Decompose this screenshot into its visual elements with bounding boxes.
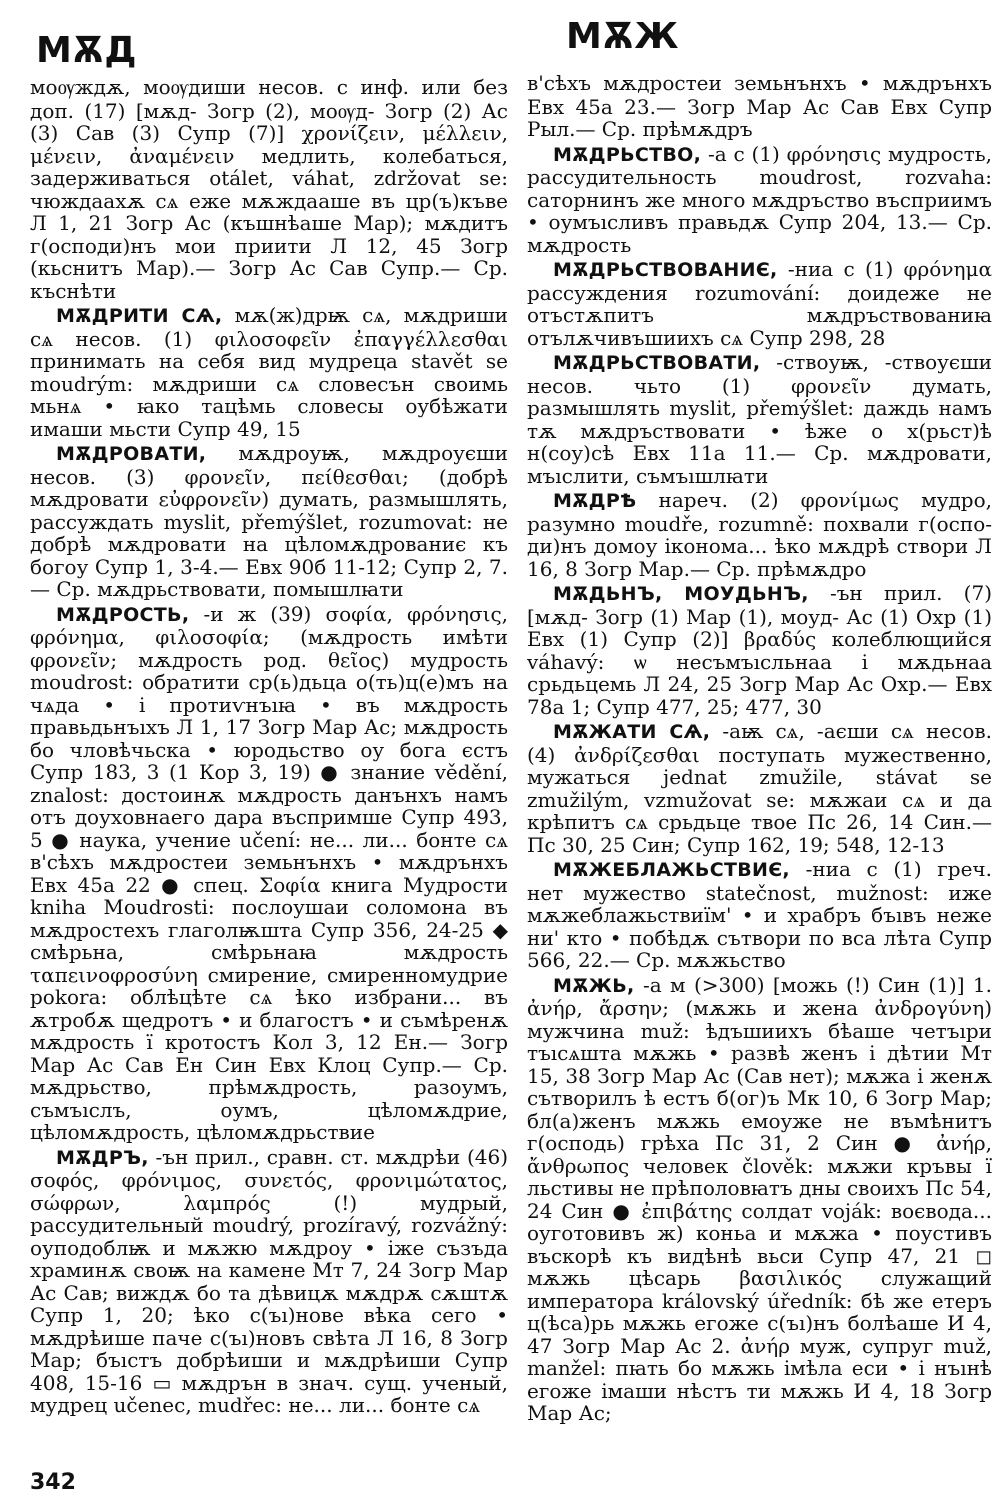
entry-text: -а с (1) φρόνησις мудрость, рассудительность moudrost, rozvaha: саторнинъ же много мѫдръство въсприимъ • оумъıсливъ правьдѫ Супр 204, 13.— Ср. мѫдрость bbox=[527, 141, 992, 257]
entry-headword: МѪДРЬСТВО, bbox=[553, 143, 702, 166]
entry-text: -аѭ сѧ, -аєши сѧ несов. (4) ἀνδρίζεσθαι поступать мужественно, мужаться jednat zmužile, stávat se zmužilým, vzmužovat se: мѫжаи сѧ и да крѣпитъ сѧ срьдьце твое Пс 26, 14 Син.— Пс 30, 25 Син; Супр 162, 19; 548, 12-13 bbox=[527, 719, 992, 857]
entry-text: -ън прил., сравн. ст. мѫдрѣи (46) σοφός, φρόνιμος, συνετός, φρονιμώτατος, σώφρων, λαμπρός (!) мудрый, рассудительный moudrý, prozíravý, rozvážný: оуподоблѭ и мѫжю мѫдроу • іже съзъда храминѫ своѭ на камене Мт 7, 24 Зогр Мар Ас Сав; виждѫ бо та дѣвицѫ мѫдрѫ сѫштѫ Супр 1, 20; ѣко с(ъı)нове вѣка сего • мѫдрѣише паче с(ъı)новъ свѣта Л 16, 8 Зогр Мар; бъıстъ добрѣиши и мѫдрѣиши Супр 408, 15-16 ▭ мѫдрън в знач. сущ. ученый, мудрец učenec, mudřec: не... ли... бонте сѧ bbox=[30, 1144, 508, 1417]
dictionary-entry bbox=[527, 143, 992, 257]
entry-text: нареч. (2) φρονίμως мудро, разумно moudře, rozumně: похвали г(осподи)нъ домоу ікономa... ѣко мѫдрѣ створи Л 16, 8 Зогр Мар.— Ср. прѣмѫдро bbox=[527, 488, 992, 581]
entry-headword: МѪДРИТИ СѦ, bbox=[56, 305, 223, 327]
entry-headword: МѪДРОВАТИ, bbox=[56, 443, 207, 465]
entry-headword: МѪДРЪ, bbox=[56, 1146, 149, 1169]
running-head-right: МѪЖ bbox=[566, 16, 680, 57]
entry-text: -ън прил. (7) [мѫд- Зогр (1) Мар (1), моуд- Ас (1) Охр (1) Евх (1) Супр (2)] βραδύς колеблющийся váhavý: ѡ несъмъıсльнаа і мѫдьнаа срьдьцемь Л 24, 25 Зогр Мар Ас Охр.— Евх 78а 1; Супр 477, 25; 477, 30 bbox=[527, 581, 992, 719]
dictionary-entry bbox=[527, 858, 992, 972]
right-column bbox=[527, 72, 992, 1462]
dictionary-entry bbox=[527, 489, 992, 580]
left-column bbox=[30, 76, 508, 1466]
dictionary-entry bbox=[527, 72, 992, 141]
page-number: 342 bbox=[30, 1470, 76, 1495]
entry-text: -ниа с (1) греч. нет мужество statečnost, mužnost: иже мѫжеблажьствиїм' • и храбръ бъıвъ неже ни' кто • побѣдѫ сътвори по вса лѣта Супр 566, 22.— Ср. мѫжьство bbox=[527, 857, 992, 972]
entry-headword: МѪЖЬ, bbox=[553, 974, 635, 997]
entry-headword: МѪДРЬСТВОВАТИ, bbox=[553, 352, 761, 374]
entry-text: мѫ(ж)дрѭ сѧ, мѫдриши сѧ несов. (1) φιλοσοφεῖν ἐπαγγέλλεσθαι принимать на себя вид мудреца stavět se moudrým: мѫдриши сѧ словесън своимь мьнѧ • ꙗко тацѣмь словесы оубѣжати имаши мьсти Супр 49, 15 bbox=[30, 303, 508, 441]
entry-headword: МѪДРѢ bbox=[553, 490, 637, 512]
dictionary-entry bbox=[527, 720, 992, 856]
dictionary-entry bbox=[30, 603, 508, 1144]
entry-headword: МѪДРОСТЬ, bbox=[56, 603, 190, 626]
entry-text: -ниа с (1) φρόνημα рассуждения rozumování: доидеже не отъстѫпитъ мѫдръствованиꙗ отълѫчивъшиихъ сѧ Супр 298, 28 bbox=[527, 257, 992, 350]
dictionary-entry bbox=[30, 1146, 508, 1417]
entry-text: -а м (>300) [можь (!) Син (1)] 1. ἀνήρ, ἄρσην; (мѫжь и жена ἀνδρογύνη) мужчина muž: ѣдъшиихъ бѣаше четъıри тъıсѧшта мѫжь • развѣ женъ і дѣтии Мт 15, 38 Зогр Мар Ас (Сав нет); мѫжа і женѫ сътворилъ ѣ естъ б(ог)ъ Мк 10, 6 Зогр Мар; бл(а)женъ мѫжь емоуже не въмѣнитъ г(осподь) грѣха Пс 31, 2 Син ● ἀνήρ, ἄνθρωπος человек člověk: мѫжи кръвы ї льстивы не прѣполовꙗтъ дны своихъ Пс 54, 24 Син ● ἐπιβάτης солдат voják: воєвода... оуготовивъ ж) коньа и мѫжа • поустивъ въскорѣ къ видѣнѣ вьси Супр 47, 21 ◻ мѫжь цѣсарь βασιλικός служащий императора královský úředník: бѣ же етеръ ц(ѣса)рь мѫжь егоже с(ъı)нъ болѣаше И 4, 47 Зогр Мар Ас 2. ἀνήρ муж, супруг muž, manžel: пꙗть бо мѫжь імѣла еси • і нъıнѣ егоже імаши нѣстъ ти мѫжь И 4, 18 Зогр Мар Ас; bbox=[527, 972, 992, 1425]
dictionary-entry bbox=[527, 258, 992, 349]
entry-headword: МѪЖАТИ СѦ, bbox=[553, 721, 711, 743]
running-head-left: МѪД bbox=[36, 30, 138, 71]
dictionary-entry bbox=[527, 582, 992, 718]
entry-text: в'сѣхъ мѫдростеи земьнънхъ • мѫдрънхъ Евх 45а 23.— Зогр Мар Ас Сав Евх Супр Рыл.— Ср. прѣмѫдръ bbox=[527, 72, 992, 141]
dictionary-entry bbox=[30, 304, 508, 440]
dictionary-entry bbox=[527, 974, 992, 1425]
entry-text: -ствоуѭ, -ствоуєши несов. чьто (1) φρονεῖν думать, размышлять myslit, přemýšlet: даждь намъ тѫ мѫдръствовати • ѣже о х(рьст)ѣ н(соу)сѣ Евх 11а 11.— Ср. мѫдровати, мъıслити, съмъıшлꙗти bbox=[527, 350, 992, 488]
entry-headword: МѪДЬНЪ, МОУДЬНЪ, bbox=[553, 583, 809, 605]
page-header bbox=[0, 0, 1000, 80]
entry-headword: МѪДРЬСТВОВАНИЄ, bbox=[553, 259, 778, 281]
entry-text: -и ж (39) σοφία, φρόνησις, φρόνημα, φιλοσοφία; (мѫдрость имѣти φρονεῖν; мѫдрость род. θεῖος) мудрость moudrost: обратити ср(ь)дьца о(ть)ц(е)мъ на чѧда • і протиѵнъıꙗ • въ мѫдрость правьдьнъıхъ Л 1, 17 Зогр Мар Ас; мѫдрость бо чловѣчьска • юродьство оу бога єстъ Супр 183, 3 (1 Кор 3, 19) ● знание vědění, znalost: достоинѫ мѫдрость данънхъ намъ отъ доуховнаего дара въспримше Супр 493, 5 ● наука, учение učení: не... ли... бонте сѧ в'сѣхъ мѫдростеи земьнънхъ • мѫдрънхъ Евх 45а 22 ● спец. Σοφία книга Мудрости kniha Moudrosti: послоушаи соломона въ мѫдростехъ глаголѭшта Супр 356, 24-25 ◆ смѣрьна, смѣрьнаꙗ мѫдрость ταπεινοφροσύνη смирение, смиренномудрие pokora: облѣцѣте сѧ ѣко избрани... въ ѫтробѫ щедротъ • и благостъ • и съмѣренѫ мѫдрость ї кротостъ Кол 3, 12 Ен.— Зогр Мар Ас Сав Ен Син Евх Клоц Супр.— Ср. мѫдрьство, прѣмѫдрость, разоумъ, съмъıслъ, оумъ, цѣломѫдрие, цѣломѫдрость, цѣломѫдрьствие bbox=[30, 601, 508, 1144]
dictionary-entry bbox=[527, 351, 992, 487]
entry-text: мѫдроуѭ, мѫдроуєши несов. (3) φρονεῖν, πείθεσθαι; (добрѣ мѫдровати εὐφρονεῖν) думать, размышлять, рассуждать myslit, přemýšlet, rozumovat: не добрѣ мѫдровати на цѣломѫдрованиє къ богоу Супр 1, 3-4.— Евх 90б 11-12; Супр 2, 7.— Ср. мѫдрьствовати, помышлꙗти bbox=[30, 441, 508, 601]
dictionary-entry bbox=[30, 442, 508, 601]
dictionary-entry bbox=[30, 76, 508, 302]
entry-headword: МѪЖЕБЛАЖЬСТВИЄ, bbox=[553, 859, 790, 881]
entry-text: моѹждѫ, моѹдиши несов. с инф. или без доп. (17) [мѫд- Зогр (2), моѹд- Зогр (2) Ас (3) Сав (3) Супр (7)] χρονίζειν, μέλλειν, μένειν, ἀναμένειν медлить, колебаться, задерживаться otálet, váhat, zdržovat se: чюждаахѫ сѧ еже мѫждааше въ цр(ъ)къве Л 1, 21 Зогр Ас (къшнѣаше Мар); мѫдитъ г(осподи)нъ мои приити Л 12, 45 Зогр (кьснитъ Мар).— Зогр Ас Сав Супр.— Ср. къснѣти bbox=[30, 76, 508, 303]
